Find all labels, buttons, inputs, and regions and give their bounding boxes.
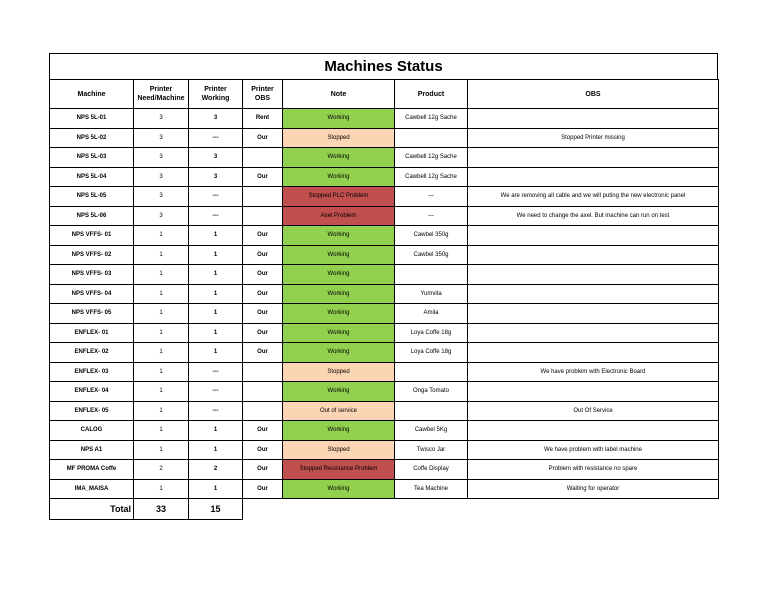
cell-obs bbox=[468, 323, 719, 343]
cell-obs bbox=[468, 226, 719, 246]
cell-machine: NPS VFFS- 04 bbox=[50, 284, 134, 304]
machines-status-sheet bbox=[49, 53, 718, 520]
cell-printer-need: 1 bbox=[134, 382, 189, 402]
cell-printer-obs: Our bbox=[243, 460, 283, 480]
cell-machine: NPS A1 bbox=[50, 440, 134, 460]
cell-product: Yumvita bbox=[395, 284, 468, 304]
cell-obs bbox=[468, 245, 719, 265]
cell-printer-need: 3 bbox=[134, 128, 189, 148]
cell-printer-obs bbox=[243, 362, 283, 382]
cell-note: Working bbox=[283, 382, 395, 402]
table-row bbox=[50, 265, 719, 285]
cell-machine: NPS 5L-05 bbox=[50, 187, 134, 207]
sheet-title: Machines Status bbox=[49, 53, 718, 79]
header-printer-need: Printer Need/Machine bbox=[134, 80, 189, 109]
cell-note: Stopped bbox=[283, 362, 395, 382]
header-machine: Machine bbox=[50, 80, 134, 109]
cell-printer-working: 1 bbox=[189, 421, 243, 441]
cell-obs: Problem with resistance no spare bbox=[468, 460, 719, 480]
table-row bbox=[50, 245, 719, 265]
cell-machine: ENFLEX- 04 bbox=[50, 382, 134, 402]
cell-printer-working: 1 bbox=[189, 226, 243, 246]
header-printer-working: Printer Working bbox=[189, 80, 243, 109]
cell-printer-need: 1 bbox=[134, 284, 189, 304]
cell-printer-need: 2 bbox=[134, 460, 189, 480]
cell-printer-obs bbox=[243, 206, 283, 226]
table-row bbox=[50, 167, 719, 187]
cell-machine: ENFLEX- 02 bbox=[50, 343, 134, 363]
totals-row bbox=[50, 499, 243, 520]
cell-printer-obs: Rent bbox=[243, 109, 283, 129]
machines-status-table bbox=[49, 79, 719, 499]
cell-printer-need: 1 bbox=[134, 421, 189, 441]
table-row bbox=[50, 187, 719, 207]
cell-printer-obs: Our bbox=[243, 479, 283, 499]
cell-product: --- bbox=[395, 206, 468, 226]
cell-product bbox=[395, 401, 468, 421]
cell-obs: Stopped Printer missing bbox=[468, 128, 719, 148]
cell-product: Cawbel 5Kg bbox=[395, 421, 468, 441]
cell-product bbox=[395, 362, 468, 382]
cell-printer-need: 1 bbox=[134, 362, 189, 382]
cell-printer-need: 1 bbox=[134, 479, 189, 499]
table-row bbox=[50, 460, 719, 480]
cell-machine: NPS 5L-02 bbox=[50, 128, 134, 148]
cell-printer-obs bbox=[243, 148, 283, 168]
cell-printer-obs: Our bbox=[243, 245, 283, 265]
cell-printer-need: 1 bbox=[134, 401, 189, 421]
cell-machine: NPS 5L-04 bbox=[50, 167, 134, 187]
cell-machine: ENFLEX- 01 bbox=[50, 323, 134, 343]
cell-printer-working: 3 bbox=[189, 109, 243, 129]
cell-product: Loya Coffe 18g bbox=[395, 343, 468, 363]
cell-note: Working bbox=[283, 343, 395, 363]
cell-product: Cawbell 12g Sache bbox=[395, 109, 468, 129]
table-row bbox=[50, 206, 719, 226]
cell-obs bbox=[468, 167, 719, 187]
table-row bbox=[50, 479, 719, 499]
cell-printer-working: --- bbox=[189, 401, 243, 421]
cell-note: Stopped Resistance Problem bbox=[283, 460, 395, 480]
cell-note: Working bbox=[283, 323, 395, 343]
cell-machine: NPS VFFS- 01 bbox=[50, 226, 134, 246]
cell-obs: We need to change the axel. But machine can run on test bbox=[468, 206, 719, 226]
cell-product bbox=[395, 128, 468, 148]
cell-product: Tea Machine bbox=[395, 479, 468, 499]
cell-printer-working: 1 bbox=[189, 343, 243, 363]
table-row bbox=[50, 440, 719, 460]
table-row bbox=[50, 401, 719, 421]
cell-machine: IMA_MAISA bbox=[50, 479, 134, 499]
cell-printer-working: 1 bbox=[189, 265, 243, 285]
cell-printer-need: 3 bbox=[134, 148, 189, 168]
cell-printer-obs: Our bbox=[243, 284, 283, 304]
cell-machine: CALOG bbox=[50, 421, 134, 441]
cell-printer-need: 1 bbox=[134, 343, 189, 363]
cell-machine: NPS VFFS- 02 bbox=[50, 245, 134, 265]
cell-product: Twisco Jar bbox=[395, 440, 468, 460]
cell-note: Working bbox=[283, 265, 395, 285]
table-row bbox=[50, 148, 719, 168]
cell-note: Working bbox=[283, 109, 395, 129]
cell-printer-working: --- bbox=[189, 362, 243, 382]
cell-machine: NPS VFFS- 03 bbox=[50, 265, 134, 285]
table-row bbox=[50, 304, 719, 324]
cell-note: Working bbox=[283, 226, 395, 246]
cell-note: Working bbox=[283, 245, 395, 265]
cell-printer-working: 1 bbox=[189, 245, 243, 265]
cell-printer-need: 1 bbox=[134, 226, 189, 246]
cell-printer-working: 3 bbox=[189, 167, 243, 187]
cell-printer-obs bbox=[243, 187, 283, 207]
header-printer-obs: Printer OBS bbox=[243, 80, 283, 109]
cell-obs bbox=[468, 109, 719, 129]
table-row bbox=[50, 128, 719, 148]
cell-note: Working bbox=[283, 304, 395, 324]
table-row bbox=[50, 284, 719, 304]
cell-product: Cawbell 12g Sache bbox=[395, 148, 468, 168]
table-row bbox=[50, 343, 719, 363]
cell-printer-need: 1 bbox=[134, 323, 189, 343]
cell-note: Out of service bbox=[283, 401, 395, 421]
table-row bbox=[50, 362, 719, 382]
cell-product: Loya Coffe 18g bbox=[395, 323, 468, 343]
cell-product: Cawbel 350g bbox=[395, 226, 468, 246]
cell-printer-working: 1 bbox=[189, 323, 243, 343]
cell-printer-working: 1 bbox=[189, 479, 243, 499]
cell-note: Working bbox=[283, 284, 395, 304]
cell-printer-working: 1 bbox=[189, 284, 243, 304]
total-label: Total bbox=[50, 499, 134, 520]
cell-machine: NPS 5L-01 bbox=[50, 109, 134, 129]
cell-obs bbox=[468, 284, 719, 304]
cell-machine: NPS VFFS- 05 bbox=[50, 304, 134, 324]
cell-obs bbox=[468, 148, 719, 168]
header-row bbox=[50, 80, 719, 109]
cell-printer-working: --- bbox=[189, 206, 243, 226]
cell-printer-need: 1 bbox=[134, 265, 189, 285]
cell-printer-obs: Our bbox=[243, 343, 283, 363]
cell-obs bbox=[468, 304, 719, 324]
cell-obs bbox=[468, 343, 719, 363]
cell-printer-working: 1 bbox=[189, 440, 243, 460]
cell-product: Coffe Display bbox=[395, 460, 468, 480]
cell-note: Axel Problem bbox=[283, 206, 395, 226]
cell-printer-working: 2 bbox=[189, 460, 243, 480]
cell-printer-need: 3 bbox=[134, 206, 189, 226]
cell-printer-obs: Our bbox=[243, 323, 283, 343]
cell-machine: ENFLEX- 05 bbox=[50, 401, 134, 421]
cell-printer-obs: Our bbox=[243, 226, 283, 246]
cell-printer-obs bbox=[243, 382, 283, 402]
cell-note: Stopped bbox=[283, 128, 395, 148]
cell-machine: MF PROMA Coffe bbox=[50, 460, 134, 480]
cell-product: Cawbel 350g bbox=[395, 245, 468, 265]
cell-printer-obs: Our bbox=[243, 167, 283, 187]
table-row bbox=[50, 421, 719, 441]
cell-note: Working bbox=[283, 167, 395, 187]
cell-printer-obs: Our bbox=[243, 440, 283, 460]
cell-product: Amila bbox=[395, 304, 468, 324]
cell-note: Stopped PLC Problem bbox=[283, 187, 395, 207]
cell-printer-obs bbox=[243, 401, 283, 421]
cell-product: Onga Tomato bbox=[395, 382, 468, 402]
cell-printer-need: 1 bbox=[134, 440, 189, 460]
cell-printer-obs: Our bbox=[243, 304, 283, 324]
cell-printer-need: 1 bbox=[134, 304, 189, 324]
header-product: Product bbox=[395, 80, 468, 109]
cell-printer-working: 3 bbox=[189, 148, 243, 168]
cell-obs: Out Of Service bbox=[468, 401, 719, 421]
cell-obs: Waiting for operator bbox=[468, 479, 719, 499]
total-printer-need: 33 bbox=[134, 499, 189, 520]
cell-obs: We are removing all cable and we will puting the new electronic panel bbox=[468, 187, 719, 207]
header-obs: OBS bbox=[468, 80, 719, 109]
cell-printer-obs: Our bbox=[243, 265, 283, 285]
cell-printer-obs: Our bbox=[243, 421, 283, 441]
cell-printer-working: --- bbox=[189, 382, 243, 402]
cell-note: Stopped bbox=[283, 440, 395, 460]
cell-note: Working bbox=[283, 148, 395, 168]
cell-obs bbox=[468, 382, 719, 402]
cell-machine: NPS 5L-06 bbox=[50, 206, 134, 226]
cell-printer-obs: Our bbox=[243, 128, 283, 148]
table-row bbox=[50, 323, 719, 343]
cell-printer-need: 3 bbox=[134, 167, 189, 187]
cell-obs: We have problem with label machine bbox=[468, 440, 719, 460]
total-printer-working: 15 bbox=[189, 499, 243, 520]
cell-machine: ENFLEX- 03 bbox=[50, 362, 134, 382]
table-row bbox=[50, 382, 719, 402]
header-note: Note bbox=[283, 80, 395, 109]
cell-printer-need: 3 bbox=[134, 109, 189, 129]
cell-note: Working bbox=[283, 479, 395, 499]
cell-printer-need: 3 bbox=[134, 187, 189, 207]
cell-printer-working: 1 bbox=[189, 304, 243, 324]
cell-obs: We have problem with Electronic Board bbox=[468, 362, 719, 382]
cell-obs bbox=[468, 265, 719, 285]
cell-machine: NPS 5L-03 bbox=[50, 148, 134, 168]
cell-printer-need: 1 bbox=[134, 245, 189, 265]
table-row bbox=[50, 109, 719, 129]
table-row bbox=[50, 226, 719, 246]
cell-printer-working: --- bbox=[189, 128, 243, 148]
cell-printer-working: --- bbox=[189, 187, 243, 207]
cell-product bbox=[395, 265, 468, 285]
cell-product: --- bbox=[395, 187, 468, 207]
cell-note: Working bbox=[283, 421, 395, 441]
cell-obs bbox=[468, 421, 719, 441]
totals-table bbox=[49, 498, 243, 520]
cell-product: Cawbell 12g Sache bbox=[395, 167, 468, 187]
